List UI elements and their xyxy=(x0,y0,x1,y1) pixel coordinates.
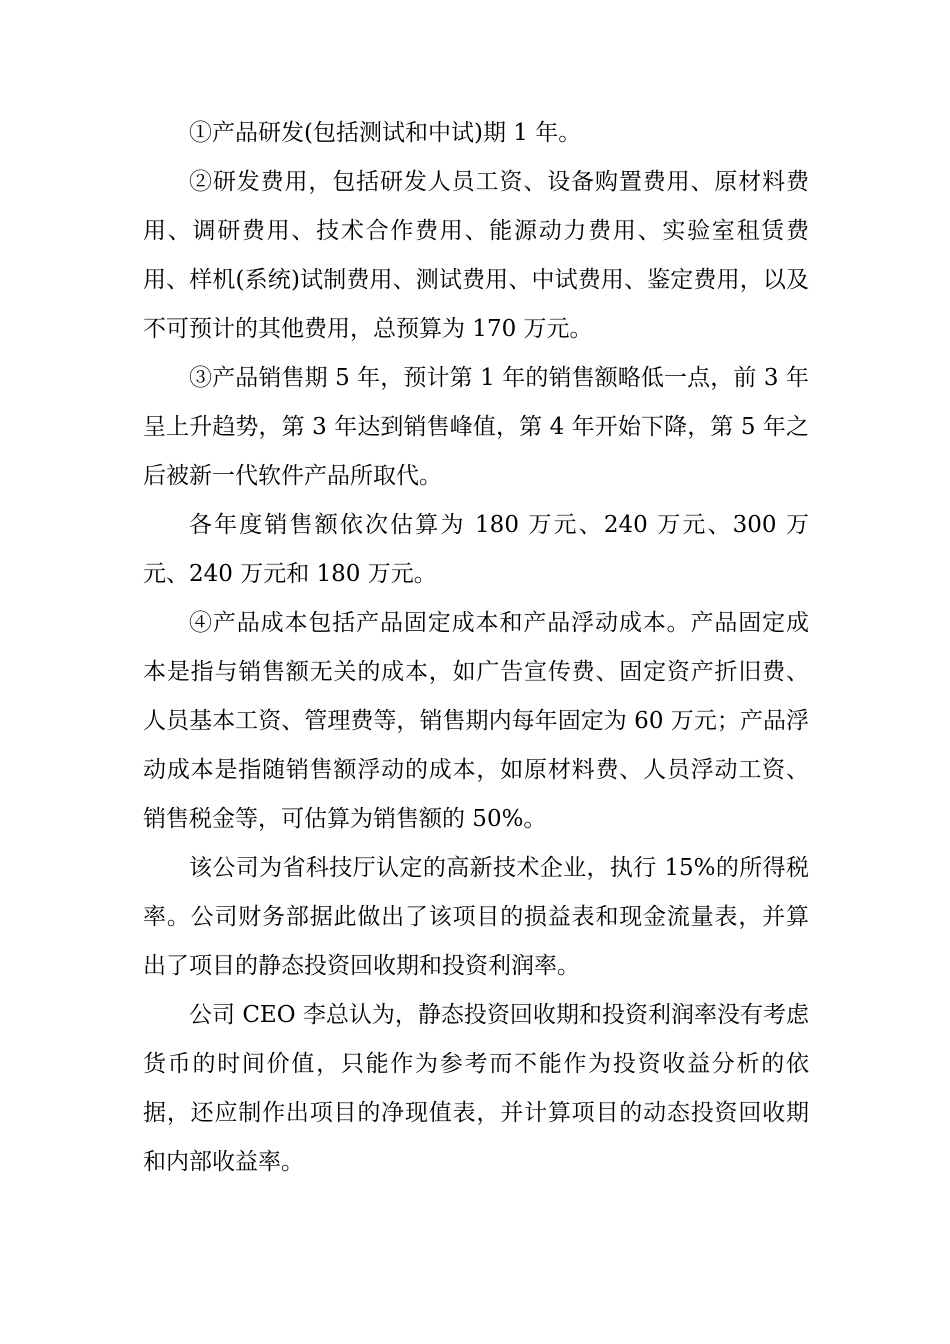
paragraph-ceo-opinion: 公司 CEO 李总认为，静态投资回收期和投资利润率没有考虑货币的时间价值，只能作为参考而不能作为投资收益分析的依据，还应制作出项目的净现值表，并计算项目的动态投资回收期和内部收益率。 xyxy=(143,1002,809,1175)
document-body xyxy=(143,109,809,1187)
paragraph-rd-costs: ②研发费用，包括研发人员工资、设备购置费用、原材料费用、调研费用、技术合作费用、能源动力费用、实验室租赁费用、样机(系统)试制费用、测试费用、中试费用、鉴定费用，以及不可预计的其他费用，总预算为 170 万元。 xyxy=(143,169,809,342)
paragraph-sales-period: ③产品销售期 5 年，预计第 1 年的销售额略低一点，前 3 年呈上升趋势，第 3 年达到销售峰值，第 4 年开始下降，第 5 年之后被新一代软件产品所取代。 xyxy=(143,365,809,489)
paragraph-annual-sales: 各年度销售额依次估算为 180 万元、240 万元、300 万元、240 万元和 180 万元。 xyxy=(143,512,809,587)
paragraph-rd-period: ①产品研发(包括测试和中试)期 1 年。 xyxy=(189,120,582,146)
paragraph-tax-rate: 该公司为省科技厅认定的高新技术企业，执行 15%的所得税率。公司财务部据此做出了该项目的损益表和现金流量表，并算出了项目的静态投资回收期和投资利润率。 xyxy=(143,855,809,979)
paragraph-product-costs: ④产品成本包括产品固定成本和产品浮动成本。产品固定成本是指与销售额无关的成本，如广告宣传费、固定资产折旧费、人员基本工资、管理费等，销售期内每年固定为 60 万元；产品浮动成本是指随销售额浮动的成本，如原材料费、人员浮动工资、销售税金等，可估算为销售额的 50%。 xyxy=(143,610,809,832)
